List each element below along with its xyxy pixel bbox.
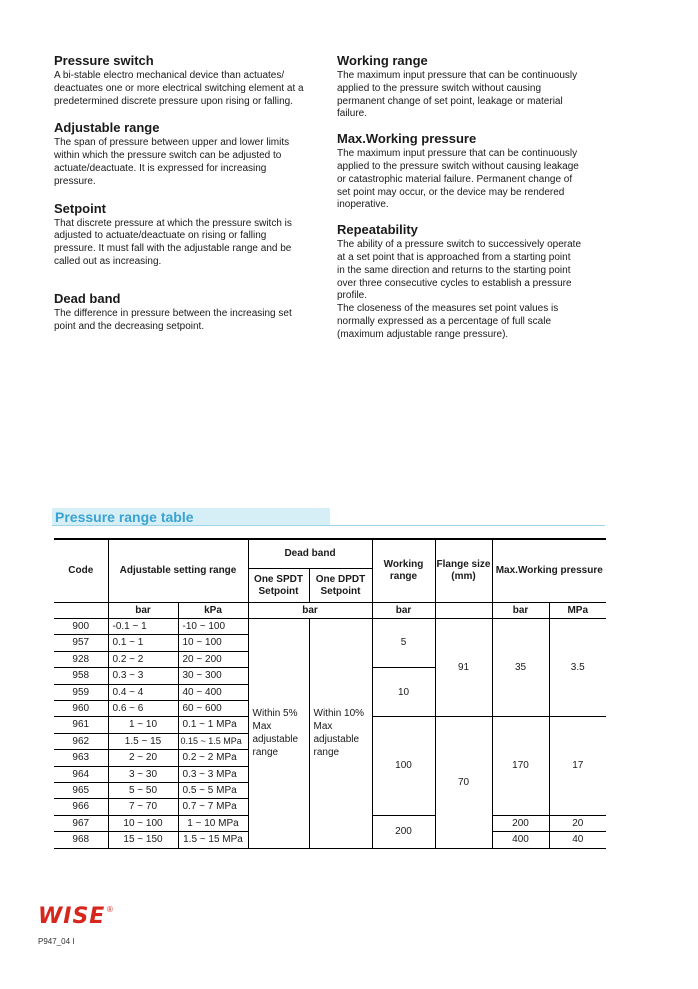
cell-kpa: 1 ~ 10 MPa <box>178 815 248 831</box>
unit-adjustable-kpa: kPa <box>178 603 248 619</box>
header-max-working-pressure: Max.Working pressure <box>492 539 606 603</box>
header-flange-size: Flange size (mm) <box>435 539 492 603</box>
header-adjustable: Adjustable setting range <box>108 539 248 603</box>
definition-title: Pressure switch <box>54 53 154 68</box>
cell-kpa: 0.15 ~ 1.5 MPa <box>178 733 248 749</box>
definition-line: The maximum input pressure that can be continuously <box>337 70 578 81</box>
definition-text <box>337 148 617 212</box>
dead-band-spdt: Within 5% Max adjustable range <box>248 619 309 849</box>
definition-line: The closeness of the measures set point values is <box>337 303 559 315</box>
cell-kpa: 1.5 ~ 15 MPa <box>178 832 248 848</box>
cell-bar: 0.1 ~ 1 <box>108 635 178 651</box>
title-divider <box>52 525 605 526</box>
maxwp-bar-400: 400 <box>492 832 549 848</box>
definition-line: profile. <box>337 290 368 302</box>
cell-code: 958 <box>54 668 108 684</box>
header-dead-band: Dead band <box>248 539 372 569</box>
cell-bar: 0.4 ~ 4 <box>108 684 178 700</box>
unit-adjustable-bar: bar <box>108 603 178 619</box>
definition-line: adjusted to actuate/deactuate on rising or falling <box>54 230 267 242</box>
registered-mark: ® <box>107 905 113 914</box>
cell-code: 966 <box>54 799 108 815</box>
definition-line: The difference in pressure between the increasing set <box>54 307 292 319</box>
unit-flange-blank <box>435 603 492 619</box>
cell-code: 928 <box>54 651 108 667</box>
definitions-left <box>54 53 334 333</box>
definition-line: point and the decreasing setpoint. <box>54 320 205 332</box>
cell-kpa: 40 ~ 400 <box>178 684 248 700</box>
definition-line: called out as increasing. <box>54 255 162 267</box>
definition-line: permanent change of set point, leakage or material <box>337 95 563 107</box>
maxwp-bar-35: 35 <box>492 619 549 717</box>
cell-kpa: -10 ~ 100 <box>178 619 248 635</box>
definition-line: actuate/deactuate. It is expressed for increasing <box>54 162 267 174</box>
header-working-range: Working range <box>372 539 435 603</box>
cell-code: 957 <box>54 635 108 651</box>
definition-section <box>337 222 617 341</box>
definition-title: Setpoint <box>54 200 106 216</box>
definition-title: Max.Working pressure <box>337 131 477 147</box>
cell-bar: 3 ~ 30 <box>108 766 178 782</box>
maxwp-mpa-20: 20 <box>549 815 606 831</box>
definition-line: over three consecutive cycles to establish a pressure <box>337 277 572 289</box>
header-spdt: One SPDT Setpoint <box>248 569 309 603</box>
working-range-5: 5 <box>372 619 435 668</box>
cell-kpa: 0.3 ~ 3 MPa <box>178 766 248 782</box>
definition-line: failure. <box>337 108 368 120</box>
definition-line: That discrete pressure at which the pressure switch is <box>54 217 292 229</box>
definition-text <box>337 239 617 341</box>
maxwp-mpa-17: 17 <box>549 717 606 815</box>
cell-code: 962 <box>54 733 108 749</box>
table-row <box>54 619 606 635</box>
cell-code: 961 <box>54 717 108 733</box>
flange-91: 91 <box>435 619 492 717</box>
definition-line: or catastrophic material failure. Permanent change of <box>337 173 573 185</box>
dead-band-dpdt: Within 10% Max adjustable range <box>309 619 372 849</box>
cell-kpa: 0.2 ~ 2 MPa <box>178 750 248 766</box>
cell-bar: 0.6 ~ 6 <box>108 701 178 717</box>
definition-text <box>54 137 334 188</box>
definition-line: applied to the pressure switch without causing <box>337 82 542 94</box>
definition-section <box>337 131 617 212</box>
definition-text <box>54 308 334 334</box>
cell-kpa: 30 ~ 300 <box>178 668 248 684</box>
definition-line: set point may occur, or the device may be rendered <box>337 186 565 198</box>
cell-kpa: 60 ~ 600 <box>178 701 248 717</box>
cell-bar: 7 ~ 70 <box>108 799 178 815</box>
definition-line: applied to the pressure switch without causing leakage <box>337 160 579 172</box>
definition-line: A bi-stable electro mechanical device than actuates/ <box>54 70 285 81</box>
cell-code: 967 <box>54 815 108 831</box>
definition-text <box>54 218 334 269</box>
definition-line: inoperative. <box>337 199 389 211</box>
cell-bar: 1 ~ 10 <box>108 717 178 733</box>
maxwp-mpa-40: 40 <box>549 832 606 848</box>
unit-dead-band-bar: bar <box>248 603 372 619</box>
cell-kpa: 0.5 ~ 5 MPa <box>178 783 248 799</box>
maxwp-bar-170: 170 <box>492 717 549 815</box>
table-title: Pressure range table <box>55 509 194 525</box>
working-range-100: 100 <box>372 717 435 815</box>
cell-kpa: 0.1 ~ 1 MPa <box>178 717 248 733</box>
cell-kpa: 0.7 ~ 7 MPa <box>178 799 248 815</box>
definition-line: (maximum adjustable range pressure). <box>337 328 509 340</box>
header-code: Code <box>54 539 108 603</box>
definition-title: Working range <box>337 53 428 68</box>
unit-working-bar: bar <box>372 603 435 619</box>
cell-code: 968 <box>54 832 108 848</box>
maxwp-mpa-3-5: 3.5 <box>549 619 606 717</box>
definition-line: at a set point that is approached from a starting point <box>337 251 571 263</box>
unit-code-blank <box>54 603 108 619</box>
cell-code: 964 <box>54 766 108 782</box>
definition-section <box>54 120 334 188</box>
cell-code: 960 <box>54 701 108 717</box>
definition-line: within which the pressure switch can be adjusted to <box>54 150 282 162</box>
cell-bar: 10 ~ 100 <box>108 815 178 831</box>
cell-bar: 15 ~ 150 <box>108 832 178 848</box>
definition-section <box>54 291 334 334</box>
working-range-200: 200 <box>372 815 435 848</box>
table-title-bar <box>52 508 330 526</box>
definition-line: The span of pressure between upper and lower limits <box>54 137 290 149</box>
cell-bar: -0.1 ~ 1 <box>108 619 178 635</box>
definitions-right <box>337 53 617 342</box>
definition-title: Adjustable range <box>54 120 160 136</box>
definition-line: predetermined discrete pressure upon rising or falling. <box>54 95 294 107</box>
definition-section <box>54 201 334 269</box>
cell-code: 965 <box>54 783 108 799</box>
definition-line: normally expressed as a percentage of full scale <box>337 315 552 327</box>
cell-kpa: 10 ~ 100 <box>178 635 248 651</box>
cell-code: 900 <box>54 619 108 635</box>
definition-text <box>337 70 617 121</box>
cell-bar: 1.5 ~ 15 <box>108 733 178 749</box>
page-code: P947_04 I <box>38 937 75 946</box>
pressure-range-table <box>54 538 606 849</box>
definition-title: Repeatability <box>337 222 418 238</box>
definition-line: The ability of a pressure switch to successively operate <box>337 239 581 251</box>
flange-70: 70 <box>435 717 492 848</box>
cell-bar: 5 ~ 50 <box>108 783 178 799</box>
wise-logo: WISE <box>38 904 106 929</box>
cell-bar: 2 ~ 20 <box>108 750 178 766</box>
working-range-10: 10 <box>372 668 435 717</box>
cell-code: 963 <box>54 750 108 766</box>
cell-bar: 0.3 ~ 3 <box>108 668 178 684</box>
cell-kpa: 20 ~ 200 <box>178 651 248 667</box>
definition-line: pressure. <box>54 175 96 187</box>
definition-line: pressure. It must fall with the adjustable range and be <box>54 243 292 255</box>
definition-line: deactuates one or more electrical switching element at a <box>54 82 304 94</box>
definition-line: The maximum input pressure that can be continuously <box>337 148 578 160</box>
unit-maxwp-bar: bar <box>492 603 549 619</box>
definition-title: Dead band <box>54 290 121 306</box>
cell-code: 959 <box>54 684 108 700</box>
definition-section <box>337 53 617 121</box>
maxwp-bar-200: 200 <box>492 815 549 831</box>
header-dpdt: One DPDT Setpoint <box>309 569 372 603</box>
definition-line: in the same direction and returns to the starting point <box>337 264 571 276</box>
unit-maxwp-mpa: MPa <box>549 603 606 619</box>
definition-text <box>54 70 334 108</box>
cell-bar: 0.2 ~ 2 <box>108 651 178 667</box>
definition-section <box>54 53 334 108</box>
